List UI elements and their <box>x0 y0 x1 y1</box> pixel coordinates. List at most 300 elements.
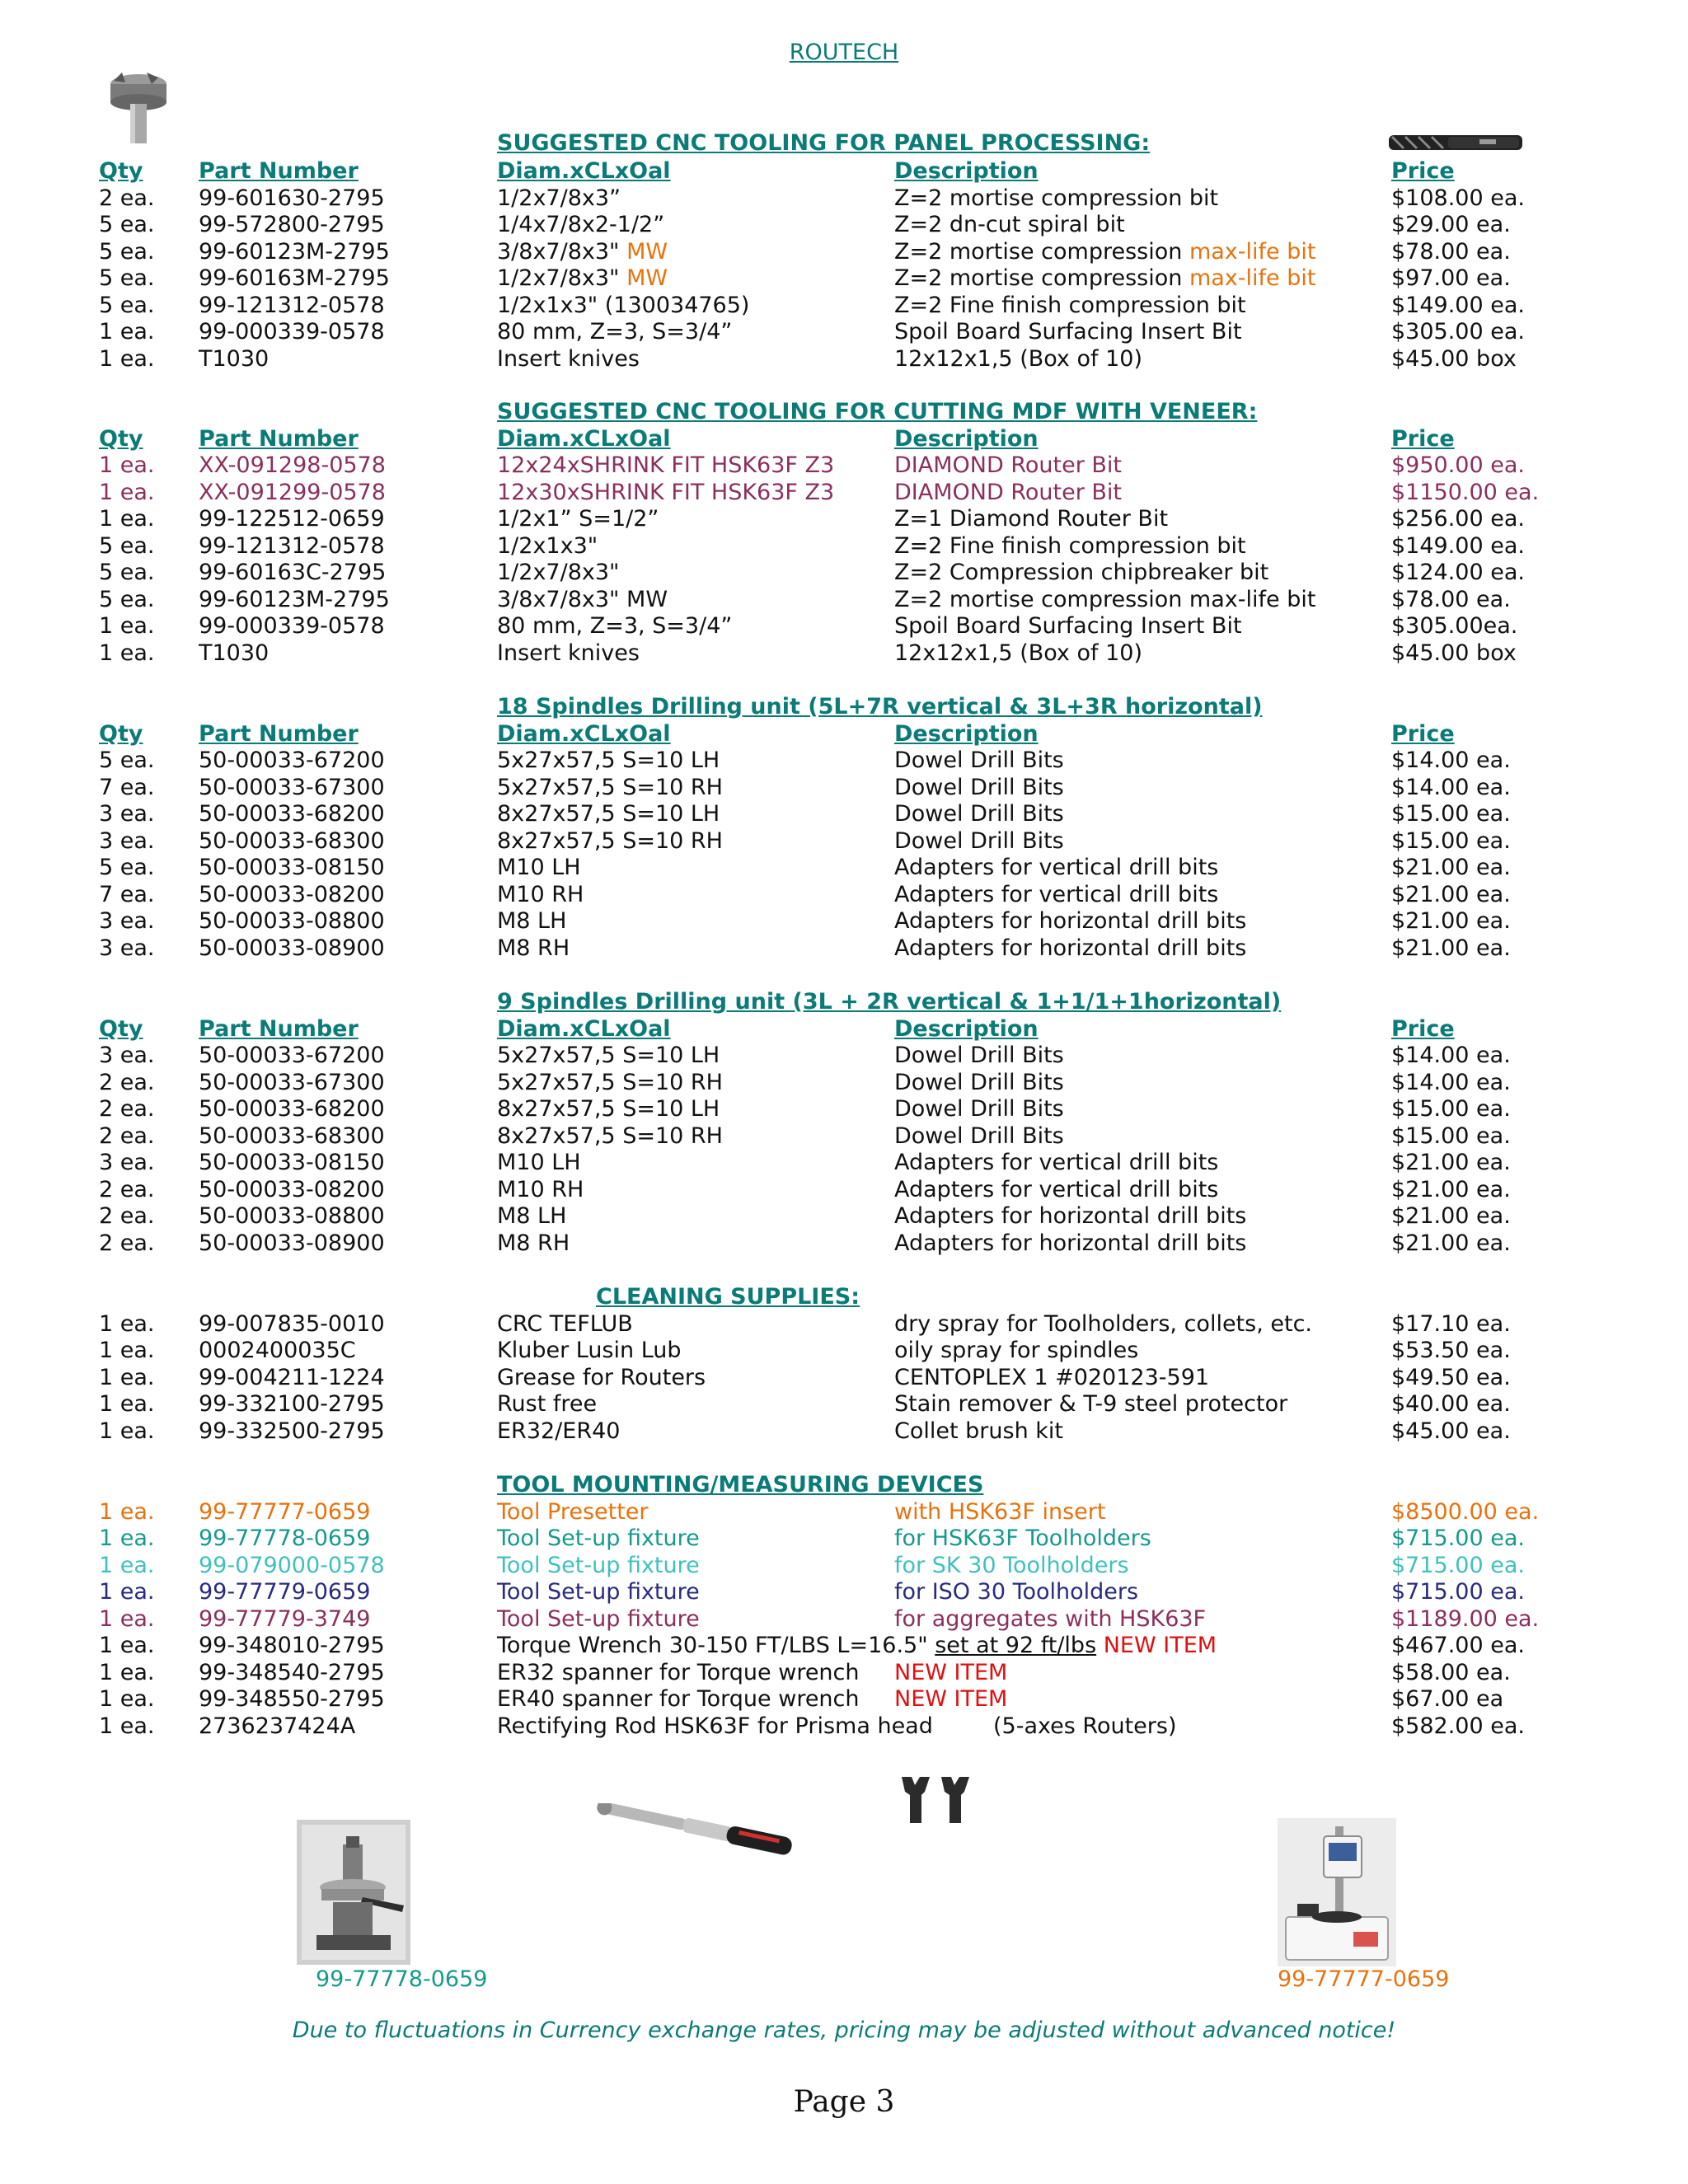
desc-cell: for SK 30 Toolholders <box>894 1552 1129 1578</box>
diam-cell: M10 LH <box>497 1150 581 1175</box>
qty-cell: 2 ea. <box>99 185 155 211</box>
qty-cell: 1 ea. <box>99 506 155 532</box>
part-cell: 99-77779-3749 <box>199 1605 371 1632</box>
diam-cell: Tool Set-up fixture <box>497 1605 700 1632</box>
qty-cell: 3 ea. <box>99 827 155 854</box>
qty-cell: 1 ea. <box>99 1579 155 1605</box>
price-cell: $21.00 ea. <box>1391 935 1511 961</box>
price-cell: $715.00 ea. <box>1391 1526 1525 1551</box>
qty-cell: 5 ea. <box>99 238 155 265</box>
price-cell: $21.00 ea. <box>1391 881 1511 907</box>
table-row <box>0 1499 1688 1526</box>
qty-cell: 3 ea. <box>99 1150 155 1175</box>
qty-cell: 1 ea. <box>99 1338 155 1363</box>
desc-cell: Z=2 dn-cut spiral bit <box>894 212 1125 237</box>
diam-cell: Insert knives <box>497 640 640 666</box>
company-link[interactable]: ROUTECH <box>789 40 899 65</box>
diam-cell: M10 RH <box>497 1176 584 1202</box>
diam-cell: 1/2x1” S=1/2” <box>497 506 659 532</box>
qty-cell: 5 ea. <box>99 292 155 318</box>
diam-cell <box>497 239 668 266</box>
price-cell: $108.00 ea. <box>1391 185 1525 211</box>
col-qty: Qty <box>99 158 143 184</box>
diam-cell: M8 LH <box>497 1203 567 1229</box>
column-header-row <box>0 721 1688 748</box>
qty-cell: 5 ea. <box>99 855 155 880</box>
price-cell: $14.00 ea. <box>1391 1069 1511 1095</box>
diam-cell: Tool Set-up fixture <box>497 1526 700 1551</box>
section-title-mdf: SUGGESTED CNC TOOLING FOR CUTTING MDF WITH VENEER: <box>497 399 1258 424</box>
qty-cell: 3 ea. <box>99 801 155 827</box>
table-row <box>0 1311 1688 1338</box>
price-cell: $1150.00 ea. <box>1391 479 1540 505</box>
table-row <box>0 293 1688 320</box>
diam-cell: 1/2x1x3" <box>497 532 598 559</box>
price-cell: $467.00 ea. <box>1391 1633 1525 1658</box>
desc-cell: Adapters for vertical drill bits <box>894 1150 1219 1175</box>
qty-cell: 1 ea. <box>99 479 155 505</box>
col-price: Price <box>1391 720 1455 747</box>
part-cell: 99-60123M-2795 <box>199 238 390 265</box>
tool-setup-fixture-image <box>297 1820 410 1965</box>
qty-cell: 1 ea. <box>99 1713 155 1739</box>
part-cell: 99-121312-0578 <box>199 292 385 318</box>
price-cell: $97.00 ea. <box>1391 265 1511 291</box>
desc-cell: Dowel Drill Bits <box>894 801 1064 827</box>
desc-cell: Z=2 mortise compression max-life bit <box>894 586 1316 612</box>
table-row <box>0 613 1688 640</box>
table-row <box>0 506 1688 533</box>
diam-cell: 8x27x57,5 S=10 LH <box>497 1096 720 1122</box>
col-diam: Diam.xCLxOal <box>497 720 671 747</box>
part-cell: 50-00033-08150 <box>199 1150 385 1175</box>
part-cell: XX-091299-0578 <box>199 479 386 505</box>
table-row <box>0 1579 1688 1606</box>
part-cell: 50-00033-68300 <box>199 1122 385 1149</box>
qty-cell: 1 ea. <box>99 1364 155 1390</box>
table-row <box>0 1150 1688 1177</box>
part-cell: 50-00033-67300 <box>199 774 385 800</box>
new-item-badge: NEW ITEM <box>894 1686 1008 1712</box>
desc-cell: CENTOPLEX 1 #020123-591 <box>894 1364 1210 1390</box>
table-row <box>0 748 1688 775</box>
desc-cell: Dowel Drill Bits <box>894 1122 1064 1149</box>
section-title-drill9: 9 Spindles Drilling unit (3L + 2R vertical & 1+1/1+1horizontal) <box>497 989 1282 1015</box>
table-row <box>0 1418 1688 1446</box>
part-cell: T1030 <box>199 345 270 372</box>
price-cell: $21.00 ea. <box>1391 1230 1511 1256</box>
table-row <box>0 1526 1688 1553</box>
price-cell: $15.00 ea. <box>1391 827 1511 854</box>
table-row <box>0 1660 1688 1687</box>
col-part: Part Number <box>199 158 359 184</box>
desc-cell: Stain remover & T-9 steel protector <box>894 1391 1288 1417</box>
diam-cell: 12x24xSHRINK FIT HSK63F Z3 <box>497 452 835 478</box>
price-cell: $21.00 ea. <box>1391 1176 1511 1202</box>
diam-cell: Rectifying Rod HSK63F for Prisma head <box>497 1713 933 1739</box>
desc-cell: Dowel Drill Bits <box>894 1069 1064 1095</box>
diam-cell: Rust free <box>497 1391 598 1417</box>
part-cell: 99-348010-2795 <box>199 1633 385 1658</box>
part-cell: 99-60123M-2795 <box>199 586 390 612</box>
price-cell: $1189.00 ea. <box>1391 1605 1540 1632</box>
col-desc: Description <box>894 720 1039 747</box>
table-row <box>0 640 1688 668</box>
price-cell: $45.00 box <box>1391 640 1517 666</box>
desc-suffix: max-life bit <box>1189 238 1316 265</box>
diam-cell: 12x30xSHRINK FIT HSK63F Z3 <box>497 479 835 505</box>
table-row <box>0 239 1688 266</box>
section-title-panel: SUGGESTED CNC TOOLING FOR PANEL PROCESSING: <box>497 130 1151 156</box>
spanner-pair-icon <box>897 1774 976 1826</box>
desc-cell: Dowel Drill Bits <box>894 827 1064 854</box>
diam-text: 3/8x7/8x3" <box>497 238 620 265</box>
qty-cell: 1 ea. <box>99 1526 155 1551</box>
table-row <box>0 1043 1688 1070</box>
desc-cell: Dowel Drill Bits <box>894 1043 1064 1068</box>
part-cell: 99-77777-0659 <box>199 1498 371 1525</box>
table-row <box>0 1365 1688 1392</box>
col-diam: Diam.xCLxOal <box>497 1015 671 1042</box>
part-cell: 50-00033-67200 <box>199 1043 385 1068</box>
table-row <box>0 775 1688 802</box>
desc-cell: 12x12x1,5 (Box of 10) <box>894 345 1142 372</box>
desc-suffix: max-life bit <box>1189 265 1316 291</box>
diam-cell: 1/2x7/8x3” <box>497 185 621 211</box>
table-row <box>0 1096 1688 1123</box>
diam-text: Torque Wrench 30-150 FT/LBS L=16.5" <box>497 1633 928 1658</box>
diam-cell: M8 LH <box>497 908 567 934</box>
desc-cell: Adapters for horizontal drill bits <box>894 1203 1247 1229</box>
part-cell: 99-079000-0578 <box>199 1552 385 1578</box>
price-cell: $49.50 ea. <box>1391 1364 1511 1390</box>
table-row <box>0 185 1688 213</box>
column-header-row <box>0 158 1688 185</box>
price-cell: $29.00 ea. <box>1391 212 1511 237</box>
part-cell: 99-60163C-2795 <box>199 560 387 585</box>
col-desc: Description <box>894 425 1039 452</box>
table-row <box>0 265 1688 293</box>
qty-cell: 5 ea. <box>99 212 155 237</box>
price-cell: $15.00 ea. <box>1391 1096 1511 1122</box>
section-title-drill18: 18 Spindles Drilling unit (5L+7R vertical & 3L+3R horizontal) <box>497 694 1263 719</box>
table-row <box>0 1606 1688 1633</box>
diam-cell: 8x27x57,5 S=10 RH <box>497 827 723 854</box>
part-cell: 50-00033-67300 <box>199 1069 385 1095</box>
table-row <box>0 560 1688 587</box>
diam-cell: 5x27x57,5 S=10 LH <box>497 1043 720 1068</box>
qty-cell: 7 ea. <box>99 881 155 907</box>
diam-cell: ER32 spanner for Torque wrench <box>497 1659 860 1685</box>
price-cell: $45.00 ea. <box>1391 1418 1511 1444</box>
qty-cell: 1 ea. <box>99 452 155 478</box>
part-cell: 50-00033-08200 <box>199 1176 385 1202</box>
price-cell: $149.00 ea. <box>1391 532 1525 559</box>
part-cell: 99-122512-0659 <box>199 506 385 532</box>
table-row <box>0 1338 1688 1365</box>
desc-text: Z=2 mortise compression <box>894 265 1183 291</box>
desc-cell: Z=2 mortise compression bit <box>894 185 1219 211</box>
price-cell: $21.00 ea. <box>1391 855 1511 880</box>
qty-cell: 5 ea. <box>99 586 155 612</box>
part-cell: 99-000339-0578 <box>199 613 385 639</box>
part-cell: 50-00033-68300 <box>199 827 385 854</box>
diam-cell: 8x27x57,5 S=10 RH <box>497 1122 723 1149</box>
table-row <box>0 1391 1688 1418</box>
part-cell: 99-007835-0010 <box>199 1310 385 1337</box>
desc-cell: dry spray for Toolholders, collets, etc. <box>894 1310 1313 1337</box>
caption-presetter: 99-77777-0659 <box>1278 1966 1450 1992</box>
price-cell: $582.00 ea. <box>1391 1713 1525 1739</box>
diam-cell: 80 mm, Z=3, S=3/4” <box>497 319 733 344</box>
diam-cell: 3/8x7/8x3" MW <box>497 586 668 612</box>
part-cell: XX-091298-0578 <box>199 452 386 478</box>
caption-setup-fixture: 99-77778-0659 <box>316 1966 488 1992</box>
table-row <box>0 480 1688 507</box>
qty-cell: 2 ea. <box>99 1096 155 1122</box>
diam-cell: Kluber Lusin Lub <box>497 1338 682 1363</box>
table-row <box>0 935 1688 963</box>
diam-cell: 8x27x57,5 S=10 LH <box>497 801 720 827</box>
col-desc: Description <box>894 1015 1039 1042</box>
torque-setting: set at 92 ft/lbs <box>935 1633 1097 1658</box>
diam-cell: M8 RH <box>497 1230 570 1256</box>
qty-cell: 1 ea. <box>99 1498 155 1525</box>
page-number: Page 3 <box>793 2085 895 2119</box>
col-qty: Qty <box>99 720 143 747</box>
qty-cell: 3 ea. <box>99 1043 155 1068</box>
desc-cell: oily spray for spindles <box>894 1338 1139 1363</box>
qty-cell: 5 ea. <box>99 748 155 773</box>
qty-cell: 2 ea. <box>99 1230 155 1256</box>
spiral-bit-icon <box>1389 132 1522 153</box>
tool-presetter-image <box>1278 1818 1396 1966</box>
desc-cell: Z=2 Fine finish compression bit <box>894 532 1246 559</box>
table-row <box>0 1686 1688 1713</box>
col-price: Price <box>1391 1015 1455 1042</box>
diam-cell: 5x27x57,5 S=10 RH <box>497 1069 723 1095</box>
part-cell: 50-00033-08900 <box>199 935 385 961</box>
table-row <box>0 908 1688 935</box>
part-cell: 50-00033-08900 <box>199 1230 385 1256</box>
part-cell: 99-000339-0578 <box>199 319 385 344</box>
diam-cell: 1/2x7/8x3" <box>497 560 620 585</box>
price-cell: $8500.00 ea. <box>1391 1498 1540 1525</box>
qty-cell: 2 ea. <box>99 1069 155 1095</box>
price-cell: $78.00 ea. <box>1391 586 1511 612</box>
table-row <box>0 1230 1688 1258</box>
price-cell: $21.00 ea. <box>1391 1203 1511 1229</box>
part-cell: 99-77778-0659 <box>199 1526 371 1551</box>
col-price: Price <box>1391 425 1455 452</box>
desc-cell: Adapters for horizontal drill bits <box>894 1230 1247 1256</box>
table-row <box>0 1713 1688 1741</box>
col-diam: Diam.xCLxOal <box>497 158 671 184</box>
router-bit-head-icon <box>97 66 180 148</box>
price-cell: $950.00 ea. <box>1391 452 1525 478</box>
desc-cell: with HSK63F insert <box>894 1498 1106 1525</box>
diam-text: 1/2x7/8x3" <box>497 265 620 291</box>
price-cell: $14.00 ea. <box>1391 1043 1511 1068</box>
desc-cell: for HSK63F Toolholders <box>894 1526 1151 1551</box>
section-title-mounting: TOOL MOUNTING/MEASURING DEVICES <box>497 1472 984 1497</box>
diam-suffix: MW <box>626 238 668 265</box>
diam-cell: Insert knives <box>497 345 640 372</box>
table-row <box>0 1553 1688 1580</box>
desc-cell: Z=2 Compression chipbreaker bit <box>894 560 1269 585</box>
desc-cell: Collet brush kit <box>894 1418 1063 1444</box>
desc-cell: Dowel Drill Bits <box>894 774 1064 800</box>
part-cell: 99-348550-2795 <box>199 1686 385 1712</box>
part-cell: T1030 <box>199 640 270 666</box>
price-cell: $53.50 ea. <box>1391 1338 1511 1363</box>
col-part: Part Number <box>199 1015 359 1042</box>
diam-cell: Tool Set-up fixture <box>497 1579 700 1605</box>
table-row <box>0 1177 1688 1204</box>
desc-cell: for ISO 30 Toolholders <box>894 1579 1139 1605</box>
desc-cell: DIAMOND Router Bit <box>894 452 1123 478</box>
qty-cell: 3 ea. <box>99 908 155 934</box>
desc-cell: Adapters for vertical drill bits <box>894 881 1219 907</box>
table-row <box>0 452 1688 480</box>
table-row <box>0 346 1688 373</box>
qty-cell: 3 ea. <box>99 935 155 961</box>
part-cell: 99-572800-2795 <box>199 212 385 237</box>
desc-cell <box>894 239 1315 266</box>
col-qty: Qty <box>99 425 143 452</box>
diam-cell: 1/2x1x3" (130034765) <box>497 292 750 318</box>
section-title-cleaning: CLEANING SUPPLIES: <box>596 1284 860 1310</box>
diam-cell: Tool Presetter <box>497 1498 649 1525</box>
desc-cell: Spoil Board Surfacing Insert Bit <box>894 613 1242 639</box>
qty-cell: 1 ea. <box>99 319 155 344</box>
desc-text: Z=2 mortise compression <box>894 238 1183 265</box>
table-row <box>0 319 1688 346</box>
price-cell: $14.00 ea. <box>1391 748 1511 773</box>
price-cell: $78.00 ea. <box>1391 238 1511 265</box>
qty-cell: 2 ea. <box>99 1203 155 1229</box>
qty-cell: 1 ea. <box>99 1552 155 1578</box>
diam-cell: 5x27x57,5 S=10 RH <box>497 774 723 800</box>
desc-cell: Dowel Drill Bits <box>894 1096 1064 1122</box>
diam-cell: M8 RH <box>497 935 570 961</box>
col-part: Part Number <box>199 425 359 452</box>
qty-cell: 1 ea. <box>99 1605 155 1632</box>
part-cell: 99-332500-2795 <box>199 1418 385 1444</box>
desc-cell: Adapters for horizontal drill bits <box>894 935 1247 961</box>
table-row <box>0 587 1688 614</box>
desc-cell: DIAMOND Router Bit <box>894 479 1123 505</box>
diam-cell: ER40 spanner for Torque wrench <box>497 1686 860 1712</box>
qty-cell: 1 ea. <box>99 1391 155 1417</box>
col-diam: Diam.xCLxOal <box>497 425 671 452</box>
table-row <box>0 828 1688 855</box>
price-cell: $305.00ea. <box>1391 613 1518 639</box>
price-cell: $149.00 ea. <box>1391 292 1525 318</box>
torque-wrench-image <box>592 1803 799 1858</box>
desc-cell: 12x12x1,5 (Box of 10) <box>894 640 1142 666</box>
diam-cell: Grease for Routers <box>497 1364 706 1390</box>
column-header-row <box>0 1016 1688 1043</box>
price-cell: $45.00 box <box>1391 345 1517 372</box>
diam-cell: 1/4x7/8x2-1/2” <box>497 212 665 237</box>
table-row <box>0 1633 1688 1660</box>
qty-cell: 1 ea. <box>99 1659 155 1685</box>
qty-cell: 1 ea. <box>99 1633 155 1658</box>
price-cell: $124.00 ea. <box>1391 560 1525 585</box>
part-cell: 50-00033-08800 <box>199 1203 385 1229</box>
price-cell: $40.00 ea. <box>1391 1391 1511 1417</box>
currency-disclaimer: Due to fluctuations in Currency exchange rates, pricing may be adjusted without advanced notice! <box>292 2018 1396 2043</box>
diam-cell <box>497 1633 1217 1660</box>
price-cell: $305.00 ea. <box>1391 319 1525 344</box>
part-cell: 2736237424A <box>199 1713 356 1739</box>
desc-cell: for aggregates with HSK63F <box>894 1605 1207 1632</box>
qty-cell: 2 ea. <box>99 1176 155 1202</box>
part-cell: 99-601630-2795 <box>199 185 385 211</box>
diam-cell: M10 RH <box>497 881 584 907</box>
desc-cell: Adapters for horizontal drill bits <box>894 908 1247 934</box>
price-cell: $17.10 ea. <box>1391 1310 1511 1337</box>
qty-cell: 5 ea. <box>99 265 155 291</box>
price-cell: $67.00 ea <box>1391 1686 1504 1712</box>
part-cell: 0002400035C <box>199 1338 356 1363</box>
part-cell: 50-00033-67200 <box>199 748 385 773</box>
price-cell: $715.00 ea. <box>1391 1552 1525 1578</box>
price-cell: $15.00 ea. <box>1391 801 1511 827</box>
qty-cell: 1 ea. <box>99 1418 155 1444</box>
desc-cell: Z=2 Fine finish compression bit <box>894 292 1246 318</box>
part-cell: 99-60163M-2795 <box>199 265 390 291</box>
price-cell: $15.00 ea. <box>1391 1122 1511 1149</box>
diam-cell: Tool Set-up fixture <box>497 1552 700 1578</box>
price-cell: $58.00 ea. <box>1391 1659 1511 1685</box>
price-cell: $21.00 ea. <box>1391 1150 1511 1175</box>
diam-cell: CRC TEFLUB <box>497 1310 633 1337</box>
qty-cell: 2 ea. <box>99 1122 155 1149</box>
desc-cell: Dowel Drill Bits <box>894 748 1064 773</box>
diam-cell: 80 mm, Z=3, S=3/4” <box>497 613 733 639</box>
part-cell: 99-121312-0578 <box>199 532 385 559</box>
price-cell: $14.00 ea. <box>1391 774 1511 800</box>
table-row <box>0 855 1688 882</box>
qty-cell: 5 ea. <box>99 560 155 585</box>
price-cell: $21.00 ea. <box>1391 908 1511 934</box>
qty-cell: 1 ea. <box>99 613 155 639</box>
qty-cell: 5 ea. <box>99 532 155 559</box>
new-item-badge: NEW ITEM <box>1103 1633 1217 1658</box>
part-cell: 50-00033-68200 <box>199 801 385 827</box>
part-cell: 50-00033-08200 <box>199 881 385 907</box>
desc-cell: Adapters for vertical drill bits <box>894 1176 1219 1202</box>
diam-suffix: MW <box>626 265 668 291</box>
desc-cell: Z=1 Diamond Router Bit <box>894 506 1169 532</box>
col-part: Part Number <box>199 720 359 747</box>
part-cell: 50-00033-08800 <box>199 908 385 934</box>
new-item-badge: NEW ITEM <box>894 1659 1008 1685</box>
qty-cell: 1 ea. <box>99 1686 155 1712</box>
col-desc: Description <box>894 158 1039 184</box>
table-row <box>0 212 1688 239</box>
price-cell: $256.00 ea. <box>1391 506 1525 532</box>
qty-cell: 1 ea. <box>99 345 155 372</box>
table-row <box>0 882 1688 909</box>
price-cell: $715.00 ea. <box>1391 1579 1525 1605</box>
diam-cell: 5x27x57,5 S=10 LH <box>497 748 720 773</box>
part-cell: 99-004211-1224 <box>199 1364 385 1390</box>
part-cell: 50-00033-08150 <box>199 855 385 880</box>
diam-cell: M10 LH <box>497 855 581 880</box>
